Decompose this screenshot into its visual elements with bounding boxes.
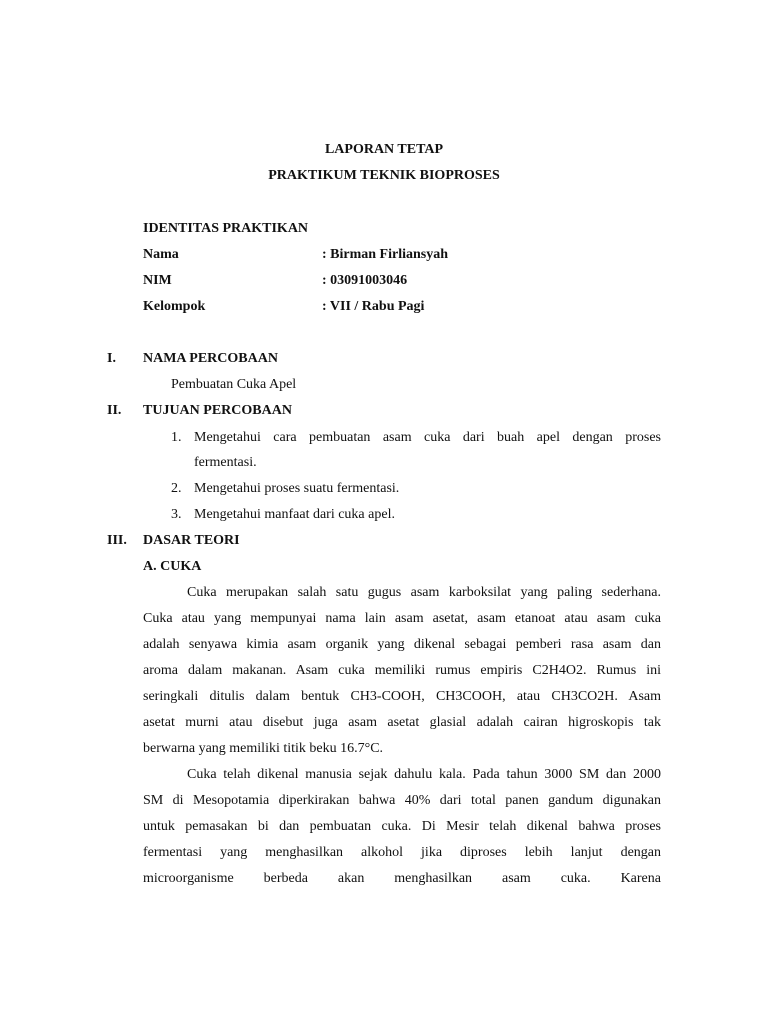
identitas-value-kelompok: : VII / Rabu Pagi (322, 299, 425, 314)
section-3-heading: DASAR TEORI (143, 533, 240, 548)
paragraph-1-line-2: Cuka atau yang mempunyai nama lain asam asetat, asam etanoat atau asam cuka (143, 611, 661, 626)
paragraph-1-line-1: Cuka merupakan salah satu gugus asam karboksilat yang paling sederhana. (187, 585, 661, 600)
paragraph-2-line-1: Cuka telah dikenal manusia sejak dahulu kala. Pada tahun 3000 SM dan 2000 (187, 767, 661, 782)
tujuan-2-text: Mengetahui proses suatu fermentasi. (194, 481, 400, 496)
section-2-numeral: II. (107, 403, 122, 418)
tujuan-1-line-2: fermentasi. (194, 455, 257, 470)
identitas-heading: IDENTITAS PRAKTIKAN (143, 221, 309, 236)
identitas-label-nim: NIM (143, 273, 172, 288)
identitas-label-nama: Nama (143, 247, 179, 262)
paragraph-2-line-3: untuk pemasakan bi dan pembuatan cuka. Di Mesir telah dikenal bahwa proses (143, 819, 661, 834)
section-2-heading: TUJUAN PERCOBAAN (143, 403, 292, 418)
tujuan-2-number: 2. (171, 481, 182, 496)
section-3-numeral: III. (107, 533, 127, 548)
tujuan-3-number: 3. (171, 507, 182, 522)
identitas-value-nama: : Birman Firliansyah (322, 247, 449, 262)
report-title: LAPORAN TETAP (324, 142, 444, 157)
paragraph-1-line-4: aroma dalam makanan. Asam cuka memiliki rumus empiris C2H4O2. Rumus ini (143, 663, 661, 678)
identitas-label-kelompok: Kelompok (143, 299, 206, 314)
section-1-heading: NAMA PERCOBAAN (143, 351, 278, 366)
paragraph-1-line-5: seringkali ditulis dalam bentuk CH3-COOH, CH3COOH, atau CH3CO2H. Asam (143, 689, 661, 704)
paragraph-2-line-4: fermentasi yang menghasilkan alkohol jika diproses lebih lanjut dengan (143, 845, 661, 860)
tujuan-1-line-1: Mengetahui cara pembuatan asam cuka dari buah apel dengan proses (194, 430, 661, 445)
tujuan-3-text: Mengetahui manfaat dari cuka apel. (194, 507, 395, 522)
paragraph-2-line-2: SM di Mesopotamia diperkirakan bahwa 40% dari total panen gandum digunakan (143, 793, 661, 808)
identitas-value-nim: : 03091003046 (322, 273, 408, 288)
paragraph-1-line-7: berwarna yang memiliki titik beku 16.7°C. (143, 741, 384, 756)
subsection-a-heading: A. CUKA (143, 559, 202, 574)
paragraph-1-line-3: adalah senyawa kimia asam organik yang dikenal sebagai pemberi rasa asam dan (143, 637, 661, 652)
nama-percobaan-text: Pembuatan Cuka Apel (171, 377, 297, 392)
paragraph-2-line-5: microorganisme berbeda akan menghasilkan asam cuka. Karena (143, 871, 661, 886)
paragraph-1-line-6: asetat murni atau disebut juga asam asetat glasial adalah cairan higroskopis tak (143, 715, 661, 730)
tujuan-1-number: 1. (171, 430, 182, 445)
section-1-numeral: I. (107, 351, 116, 366)
report-subtitle: PRAKTIKUM TEKNIK BIOPROSES (268, 168, 500, 183)
